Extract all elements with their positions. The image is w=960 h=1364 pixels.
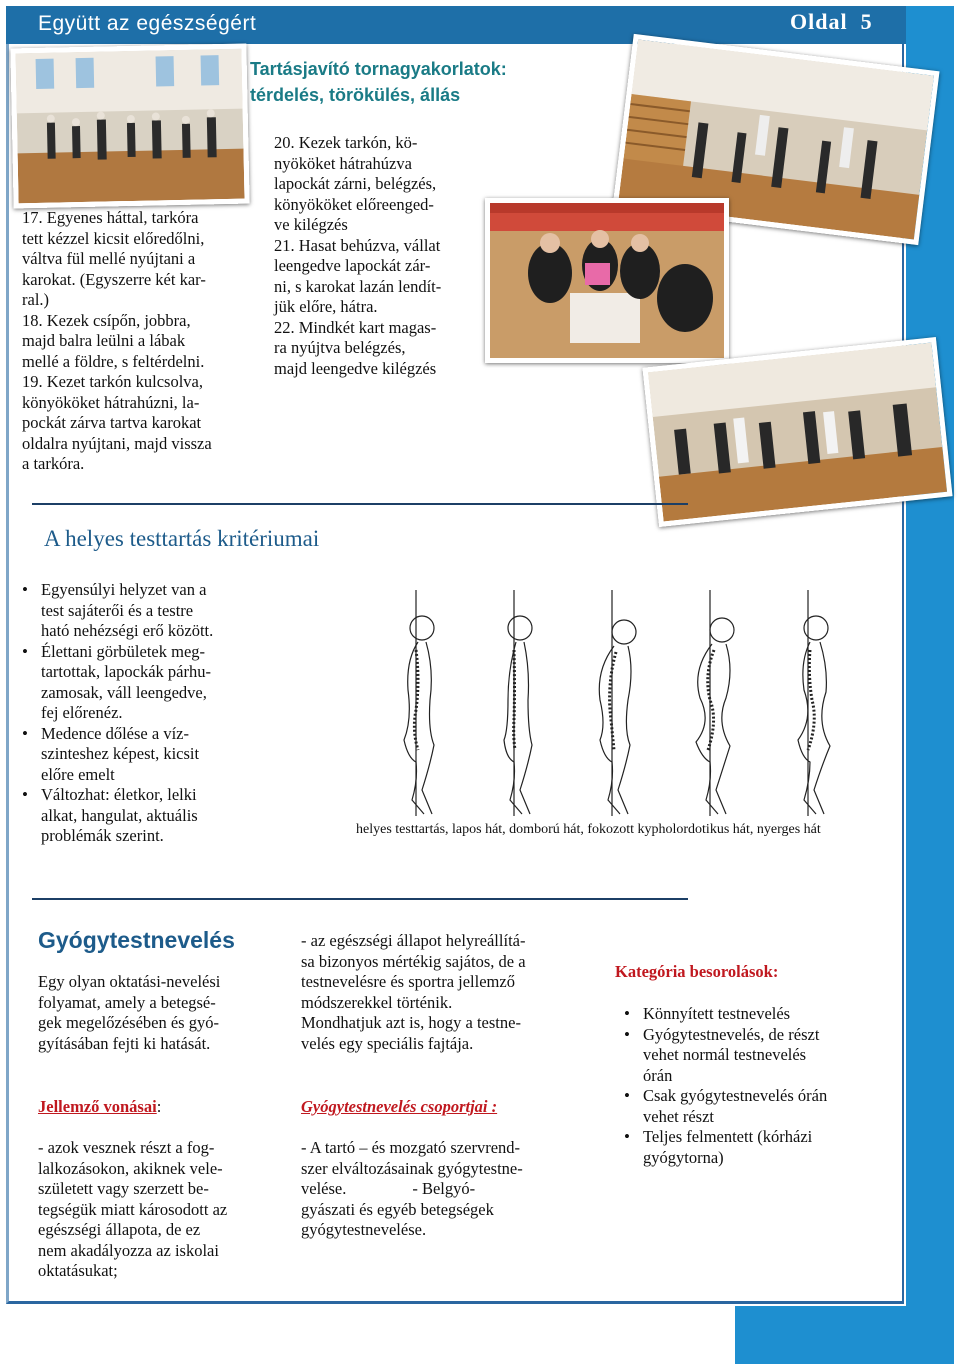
exercise-heading: Tartásjavító tornagyakorlatok: térdelés, törökülés, állás (250, 59, 507, 105)
posture-figure-round-back (599, 590, 636, 816)
category-item: • Teljes felmentett (kórházi gyógytorna) (622, 1127, 870, 1168)
gyogy-title: Gyógytestnevelés (38, 927, 235, 953)
bottom-blue-strip (735, 1306, 954, 1364)
gym-photo-bottom-right (642, 337, 952, 527)
features-label: Jellemző vonásai: (38, 1097, 162, 1116)
posture-figure-sway-back (798, 590, 830, 816)
exercise-list-col2: 20. Kezek tarkón, kö- nyököket hátrahúzva lapockát zárni, belégzés, könyököket előreenged- ve kilégzés 21. Hasat behúzva, vállat leengedve lapockát zár- ni, s karokat lazán lendít- jük előre, hátra. 22. Mindkét kart magas- ra nyújtva belégzés, majd leengedve kilégzés (274, 133, 442, 378)
category-item: • Gyógytestnevelés, de részt vehet normál testnevelés órán (622, 1025, 870, 1087)
criteria-item: • Medence dőlése a víz- szinteshez képest, kicsit előre emelt (20, 724, 260, 786)
section-divider-1 (32, 503, 688, 505)
group-sitting-photo (485, 198, 729, 363)
features-text: - azok vesznek részt a fog- lalkozásokon, akiknek vele- született vagy szerzett be- tegségük miatt károsodott az egészségi állapota, de ez nem akadályozza az iskolai oktatásukat; (38, 1138, 228, 1280)
figure-caption: helyes testtartás, lapos hát, domború hát, fokozott kypholordotikus hát, nyerges hát (356, 822, 821, 837)
criteria-item: • Élettani görbületek meg- tartottak, lapockák párhu- zamosak, váll leengedve, fej előrenéz. (20, 642, 260, 724)
criteria-list (20, 580, 260, 847)
category-label: Kategória besorolások: (615, 962, 779, 981)
criteria-item: • Változhat: életkor, lelki alkat, hangulat, aktuális problémák szerint. (20, 785, 260, 847)
category-list (622, 1004, 870, 1168)
gyogy-col2-text: - az egészségi állapot helyreállítá- sa bizonyos mértékig sajátos, de a testnevelésre és sportra jellemző módszerekkel történik. Mondhatjuk azt is, hogy a testne- velés egy speciális fajtája. (301, 931, 526, 1053)
gym-photo-top-left (10, 44, 249, 209)
newsletter-title: Együtt az egészségért (38, 12, 257, 35)
exercise-list-col1: 17. Egyenes háttal, tarkóra tett kézzel kicsit előredőlni, váltva fül mellé nyújtani a karokat. (Egyszerre két kar- ral.) 18. Kezek csípőn, jobbra, majd balra leülni a lábak mellé a földre, s feltérdelni. 19. Kezet tarkón kulcsolva, könyököket hátrahúzni, la- pockát zárva tartva karokat oldalra nyújtani, majd vissza a tarkóra. (22, 208, 212, 473)
category-item: • Könnyített testnevelés (622, 1004, 870, 1025)
criteria-title: A helyes testtartás kritériumai (44, 526, 320, 551)
groups-label: Gyógytestnevelés csoportjai : (301, 1097, 498, 1116)
criteria-item: • Egyensúlyi helyzet van a test sajáterői és a testre ható nehézségi erő között. (20, 580, 260, 642)
posture-figure-flat-back (504, 590, 532, 816)
posture-figures (372, 590, 882, 818)
groups-text: - A tartó – és mozgató szervrend- szer elváltozásainak gyógytestne- velése. - Belgyó- gyászati és egyéb betegségek gyógytestnevelése. (301, 1138, 523, 1239)
gyogy-intro: Egy olyan oktatási-nevelési folyamat, amely a betegsé- gek megelőzésében és gyó- gyításában fejti ki hatását. (38, 972, 221, 1053)
category-item: • Csak gyógytestnevelés órán vehet részt (622, 1086, 870, 1127)
posture-figure-kypholordotic (696, 590, 734, 816)
posture-figure-normal (404, 590, 434, 816)
page-number-label: Oldal 5 (790, 9, 873, 34)
section-divider-2 (32, 898, 688, 900)
